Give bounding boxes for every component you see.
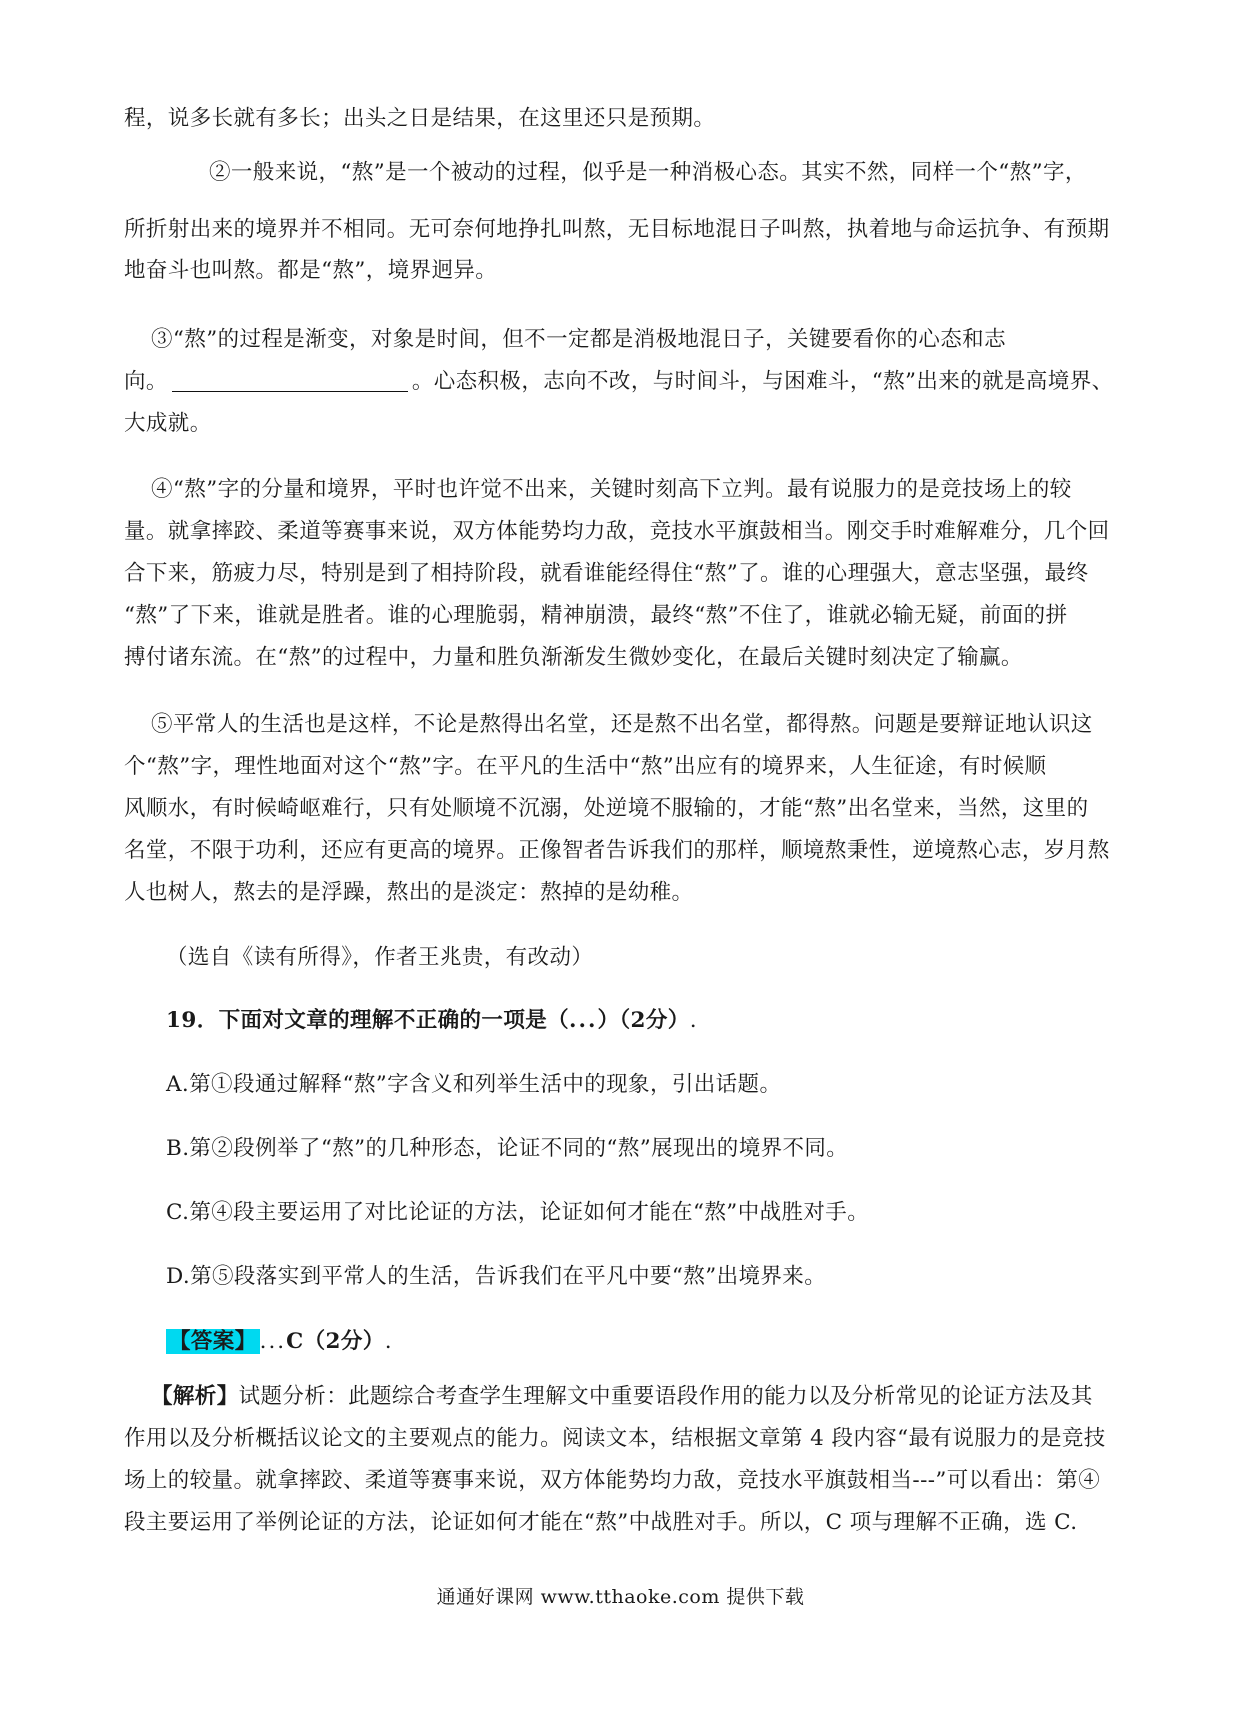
paragraph-4-line-5: 搏付诸东流。在“熬”的过程中，力量和胜负渐渐发生微妙变化，在最后关键时刻决定了输赢。 [124,645,1023,670]
question-19 [166,1003,697,1034]
answer-value: C（2分） [286,1329,385,1354]
analysis-label: 【解析】 [151,1384,239,1409]
paragraph-4-line-4: “熬”了下来，谁就是胜者。谁的心理脆弱，精神崩溃，最终“熬”不住了，谁就必输无疑，前面的拼 [124,603,1068,628]
answer-dots: ... [259,1329,287,1354]
paragraph-5-line-4: 名堂，不限于功利，还应有更高的境界。正像智者告诉我们的那样，顺境熬秉性，逆境熬心志，岁月熬 [124,838,1110,863]
analysis-line-1-text: 试题分析：此题综合考查学生理解文中重要语段作用的能力以及分析常见的论证方法及其 [238,1384,1093,1409]
paragraph-4-line-2: 量。就拿摔跤、柔道等赛事来说，双方体能势均力敌，竞技水平旗鼓相当。刚交手时难解难分，几个回 [124,519,1110,544]
answer-label: 【答案】 [166,1329,260,1354]
paragraph-5-line-2: 个“熬”字，理性地面对这个“熬”字。在平凡的生活中“熬”出应有的境界来，人生征途，有时候顺 [124,754,1047,779]
question-dots: ... [569,1008,598,1033]
paragraph-3-line-1: ③“熬”的过程是渐变，对象是时间，但不一定都是消极地混日子，关键要看你的心态和志 [151,327,1006,352]
option-c: C.第④段主要运用了对比论证的方法，论证如何才能在“熬”中战胜对手。 [166,1200,870,1225]
answer-trail: . [384,1329,392,1354]
question-trail: . [689,1008,697,1033]
analysis-line-4: 段主要运用了举例论证的方法，论证如何才能在“熬”中战胜对手。所以，C 项与理解不正确，选 C. [124,1510,1078,1535]
option-a: A.第①段通过解释“熬”字含义和列举生活中的现象，引出话题。 [166,1072,782,1097]
source-note: （选自《读有所得》，作者王兆贵，有改动） [166,945,594,970]
option-d: D.第⑤段落实到平常人的生活，告诉我们在平凡中要“熬”出境界来。 [166,1264,827,1289]
paragraph-2-line-3: 地奋斗也叫熬。都是“熬”，境界迥异。 [124,258,498,283]
question-text-end: ）（2分） [597,1008,690,1033]
paragraph-3-line-3: 大成就。 [124,411,212,436]
analysis-line-2: 作用以及分析概括议论文的主要观点的能力。阅读文本，结根据文章第 4 段内容“最有说服力的是竞技 [124,1426,1106,1451]
analysis-line-1 [151,1379,1093,1410]
paragraph-5-line-5: 人也树人，熬去的是浮躁，熬出的是淡定：熬掉的是幼稚。 [124,880,694,905]
question-text-start: 19．下面对文章的理解不正确的一项是（ [166,1008,570,1033]
paragraph-4-line-3: 合下来，筋疲力尽，特别是到了相持阶段，就看谁能经得住“熬”了。谁的心理强大，意志坚强，最终 [124,561,1089,586]
paragraph-5-line-3: 风顺水，有时候崎岖难行，只有处顺境不沉溺，处逆境不服输的，才能“熬”出名堂来，当然，这里的 [124,796,1089,821]
paragraph-4-line-1: ④“熬”字的分量和境界，平时也许觉不出来，关键时刻高下立判。最有说服力的是竞技场上的较 [151,477,1072,502]
paragraph-2-line-2: 所折射出来的境界并不相同。无可奈何地挣扎叫熬，无目标地混日子叫熬，执着地与命运抗争、有预期 [124,217,1110,242]
paragraph-5-line-1: ⑤平常人的生活也是这样，不论是熬得出名堂，还是熬不出名堂，都得熬。问题是要辩证地认识这 [151,712,1093,737]
option-b: B.第②段例举了“熬”的几种形态，论证不同的“熬”展现出的境界不同。 [166,1136,849,1161]
paragraph-3-line-2-end: 。心态积极，志向不改，与时间斗，与困难斗，“熬”出来的就是高境界、 [411,369,1114,394]
analysis-line-3: 场上的较量。就拿摔跤、柔道等赛事来说，双方体能势均力敌，竞技水平旗鼓相当---”可以看出：第④ [124,1468,1101,1493]
paragraph-2-line-1: ②一般来说，“熬”是一个被动的过程，似乎是一种消极心态。其实不然，同样一个“熬”字， [209,160,1087,185]
paragraph-3-line-2 [124,364,1114,395]
paragraph-1-line-1: 程，说多长就有多长；出头之日是结果，在这里还只是预期。 [124,106,716,131]
paragraph-3-line-2-start: 向。 [124,369,168,394]
fill-in-blank [172,391,408,392]
answer-line [166,1324,392,1355]
page-footer: 通通好课网 www.tthaoke.com 提供下载 [436,1586,805,1608]
